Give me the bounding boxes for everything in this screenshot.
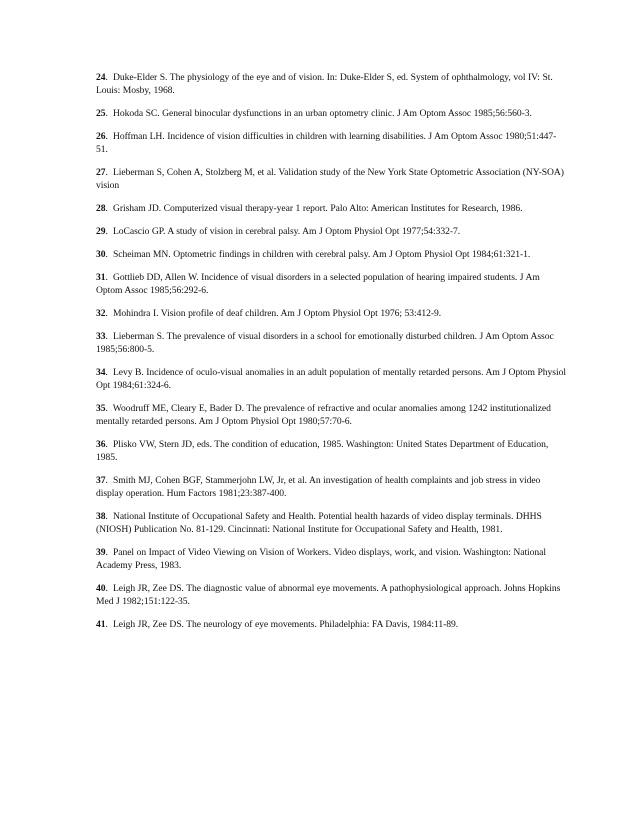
reference-number: 32 xyxy=(96,308,106,319)
reference-text: Gottlieb DD, Allen W. Incidence of visual disorders in a selected population of hearing impaired students. J Am Optom Assoc 1985;56:292-6. xyxy=(96,272,540,296)
reference-text: Leigh JR, Zee DS. The diagnostic value of abnormal eye movements. A pathophysiological approach. Johns Hopkins Med J 1982;151:122-35. xyxy=(96,583,561,607)
reference-item: 24. Duke-Elder S. The physiology of the eye and of vision. In: Duke-Elder S, ed. System of ophthalmology, vol IV: St. Louis: Mosby, 1968. xyxy=(96,72,553,96)
reference-item: 32. Mohindra I. Vision profile of deaf children. Am J Optom Physiol Opt 1976; 53:412-9. xyxy=(96,308,442,319)
reference-text: Duke-Elder S. The physiology of the eye and of vision. In: Duke-Elder S, ed. System of ophthalmology, vol IV: St. Louis: Mosby, 1968. xyxy=(96,72,553,96)
reference-number: 30 xyxy=(96,249,106,260)
reference-item: 27. Lieberman S, Cohen A, Stolzberg M, et al. Validation study of the New York State Optometric Association (NY-SOA) vision xyxy=(96,167,564,191)
reference-number: 40 xyxy=(96,583,106,594)
reference-item: 25. Hokoda SC. General binocular dysfunctions in an urban optometry clinic. J Am Optom Assoc 1985;56:560-3. xyxy=(96,108,532,119)
reference-number: 25 xyxy=(96,108,106,119)
reference-text: National Institute of Occupational Safety and Health. Potential health hazards of video display terminals. DHHS (NIOSH) Publication No. 81-129. Cincinnati: National Institute for Occupational Safety and Health, 1981. xyxy=(96,511,542,535)
reference-item: 28. Grisham JD. Computerized visual therapy-year 1 report. Palo Alto: American Institutes for Research, 1986. xyxy=(96,203,523,214)
reference-item: 34. Levy B. Incidence of oculo-visual anomalies in an adult population of mentally retarded persons. Am J Optom Physiol Opt 1984;61:324-6. xyxy=(96,367,566,391)
reference-text: Scheiman MN. Optometric findings in children with cerebral palsy. Am J Optom Physiol Opt 1984;61:321-1. xyxy=(112,249,531,260)
reference-number: 37 xyxy=(96,475,106,486)
reference-item: 35. Woodruff ME, Cleary E, Bader D. The prevalence of refractive and ocular anomalies among 1242 institutionalized mentally retarded persons. Am J Optom Physiol Opt 1980;57:70-6. xyxy=(96,403,551,427)
reference-item: 30. Scheiman MN. Optometric findings in children with cerebral palsy. Am J Optom Physiol Opt 1984;61:321-1. xyxy=(96,249,531,260)
reference-item: 39. Panel on Impact of Video Viewing on Vision of Workers. Video displays, work, and vision. Washington: National Academy Press, 1983. xyxy=(96,547,546,571)
reference-text: Levy B. Incidence of oculo-visual anomalies in an adult population of mentally retarded persons. Am J Optom Physiol Opt 1984;61:324-6. xyxy=(96,367,566,391)
reference-item: 38. National Institute of Occupational Safety and Health. Potential health hazards of video display terminals. DHHS (NIOSH) Publication No. 81-129. Cincinnati: National Institute for Occupational Safety and Health, 1981. xyxy=(96,511,542,535)
reference-item: 41. Leigh JR, Zee DS. The neurology of eye movements. Philadelphia: FA Davis, 1984:11-89. xyxy=(96,619,459,630)
reference-text: Lieberman S. The prevalence of visual disorders in a school for emotionally disturbed children. J Am Optom Assoc 1985;56:800-5. xyxy=(96,331,554,355)
reference-item: 29. LoCascio GP. A study of vision in cerebral palsy. Am J Optom Physiol Opt 1977;54:332-7. xyxy=(96,226,461,237)
reference-text: Smith MJ, Cohen BGF, Stammerjohn LW, Jr, et al. An investigation of health complaints and job stress in video display operation. Hum Factors 1981;23:387-400. xyxy=(96,475,541,499)
reference-item: 36. Plisko VW, Stern JD, eds. The condition of education, 1985. Washington: United States Department of Education, 1985. xyxy=(96,439,549,463)
reference-number: 33 xyxy=(96,331,106,342)
reference-text: Mohindra I. Vision profile of deaf children. Am J Optom Physiol Opt 1976; 53:412-9. xyxy=(112,308,442,319)
reference-number: 36 xyxy=(96,439,106,450)
reference-text: Lieberman S, Cohen A, Stolzberg M, et al. Validation study of the New York State Optometric Association (NY-SOA) vision xyxy=(96,167,564,191)
reference-number: 27 xyxy=(96,167,106,178)
reference-text: Hokoda SC. General binocular dysfunctions in an urban optometry clinic. J Am Optom Assoc 1985;56:560-3. xyxy=(112,108,532,119)
reference-text: Panel on Impact of Video Viewing on Vision of Workers. Video displays, work, and vision. Washington: National Academy Press, 1983. xyxy=(96,547,546,571)
reference-text: Leigh JR, Zee DS. The neurology of eye movements. Philadelphia: FA Davis, 1984:11-89. xyxy=(112,619,459,630)
reference-text: Grisham JD. Computerized visual therapy-year 1 report. Palo Alto: American Institutes for Research, 1986. xyxy=(112,203,523,214)
reference-item: 33. Lieberman S. The prevalence of visual disorders in a school for emotionally disturbed children. J Am Optom Assoc 1985;56:800-5. xyxy=(96,331,554,355)
reference-number: 41 xyxy=(96,619,106,630)
reference-item: 40. Leigh JR, Zee DS. The diagnostic value of abnormal eye movements. A pathophysiological approach. Johns Hopkins Med J 1982;151:122-35. xyxy=(96,583,561,607)
reference-text: Hoffman LH. Incidence of vision difficulties in children with learning disabilities. J Am Optom Assoc 1980;51:447-51. xyxy=(96,131,557,155)
reference-number: 39 xyxy=(96,547,106,558)
reference-text: LoCascio GP. A study of vision in cerebral palsy. Am J Optom Physiol Opt 1977;54:332-7. xyxy=(112,226,461,237)
reference-item: 26. Hoffman LH. Incidence of vision difficulties in children with learning disabilities. J Am Optom Assoc 1980;51:447-51. xyxy=(96,131,557,155)
reference-number: 34 xyxy=(96,367,106,378)
reference-list xyxy=(96,71,566,641)
reference-text: Plisko VW, Stern JD, eds. The condition of education, 1985. Washington: United States Department of Education, 1985. xyxy=(96,439,549,463)
reference-number: 29 xyxy=(96,226,106,237)
reference-number: 28 xyxy=(96,203,106,214)
reference-number: 31 xyxy=(96,272,106,283)
reference-item: 31. Gottlieb DD, Allen W. Incidence of visual disorders in a selected population of hearing impaired students. J Am Optom Assoc 1985;56:292-6. xyxy=(96,272,540,296)
reference-text: Woodruff ME, Cleary E, Bader D. The prevalence of refractive and ocular anomalies among 1242 institutionalized mentally retarded persons. Am J Optom Physiol Opt 1980;57:70-6. xyxy=(96,403,551,427)
reference-number: 26 xyxy=(96,131,106,142)
reference-number: 38 xyxy=(96,511,106,522)
reference-item: 37. Smith MJ, Cohen BGF, Stammerjohn LW, Jr, et al. An investigation of health complaints and job stress in video display operation. Hum Factors 1981;23:387-400. xyxy=(96,475,541,499)
reference-number: 35 xyxy=(96,403,106,414)
reference-number: 24 xyxy=(96,72,106,83)
